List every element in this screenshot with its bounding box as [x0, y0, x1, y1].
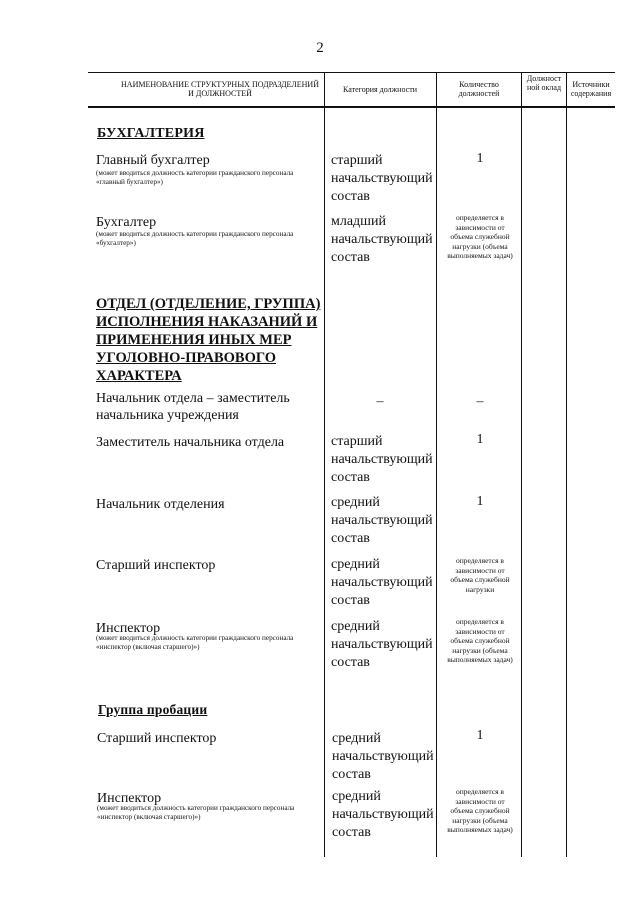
count-department-head: – [476, 394, 484, 409]
header-count: Количество должностей [458, 80, 500, 98]
table-top-border [88, 72, 615, 73]
position-note-chief-accountant: (может вводиться должность категории гражданского персонала «главный бухгалтер») [96, 169, 294, 186]
col-divider-3 [521, 72, 522, 857]
category-chief-accountant: старший начальствующий состав [331, 153, 433, 204]
position-probation-inspector: Инспектор [97, 791, 162, 806]
header-source: Источники содержания [570, 80, 612, 98]
position-senior-inspector: Старший инспектор [96, 558, 216, 573]
position-probation-senior-inspector: Старший инспектор [97, 731, 217, 746]
header-category: Категория должности [343, 85, 417, 94]
header-salary: Должност ной оклад [526, 74, 562, 92]
category-department-head: – [376, 394, 384, 409]
count-section-head: 1 [476, 494, 484, 509]
count-probation-senior-inspector: 1 [476, 728, 484, 743]
count-chief-accountant: 1 [476, 151, 484, 166]
col-divider-4 [566, 72, 567, 857]
count-senior-inspector: определяется в зависимости от объема служебной нагрузки [450, 556, 510, 594]
page-number: 2 [316, 40, 324, 56]
category-probation-inspector: средний начальствующий состав [332, 789, 434, 840]
position-inspector: Инспектор [96, 621, 161, 636]
category-section-head: средний начальствующий состав [331, 495, 433, 546]
col-divider-2 [436, 72, 437, 857]
position-section-head: Начальник отделения [96, 497, 225, 512]
position-note-inspector: (может вводиться должность категории гражданского персонала «инспектор (включая старшего)») [96, 634, 294, 651]
section-title-accounting: БУХГАЛТЕРИЯ [97, 126, 205, 141]
count-deputy-head: 1 [476, 432, 484, 447]
category-accountant: младший начальствующий состав [331, 214, 433, 265]
section-title-execution-department: ОТДЕЛ (ОТДЕЛЕНИЕ, ГРУППА) ИСПОЛНЕНИЯ НАКАЗАНИЙ И ПРИМЕНЕНИЯ ИНЫХ МЕР УГОЛОВНО-ПРАВОВОГО ХАРАКТЕРА [96, 296, 321, 384]
position-deputy-head: Заместитель начальника отдела [96, 435, 285, 450]
position-accountant: Бухгалтер [96, 215, 157, 230]
category-probation-senior-inspector: средний начальствующий состав [332, 731, 434, 782]
section-title-probation-group: Группа пробации [98, 702, 208, 717]
count-accountant: определяется в зависимости от объема служебной нагрузки (объема выполняемых задач) [447, 213, 513, 260]
header-bottom-border [88, 106, 615, 108]
count-probation-inspector: определяется в зависимости от объема служебной нагрузки (объема выполняемых задач) [447, 787, 513, 834]
header-name: НАИМЕНОВАНИЕ СТРУКТУРНЫХ ПОДРАЗДЕЛЕНИЙ И ДОЛЖНОСТЕЙ [121, 80, 319, 98]
col-divider-1 [324, 72, 325, 857]
category-inspector: средний начальствующий состав [331, 619, 433, 670]
position-note-probation-inspector: (может вводиться должность категории гражданского персонала «инспектор (включая старшего)») [97, 804, 295, 821]
position-department-head: Начальник отдела – заместитель начальника учреждения [96, 391, 290, 423]
category-deputy-head: старший начальствующий состав [331, 434, 433, 485]
position-note-accountant: (может вводиться должность категории гражданского персонала «бухгалтер») [96, 230, 294, 247]
position-chief-accountant: Главный бухгалтер [96, 153, 210, 168]
category-senior-inspector: средний начальствующий состав [331, 557, 433, 608]
count-inspector: определяется в зависимости от объема служебной нагрузки (объема выполняемых задач) [447, 617, 513, 664]
